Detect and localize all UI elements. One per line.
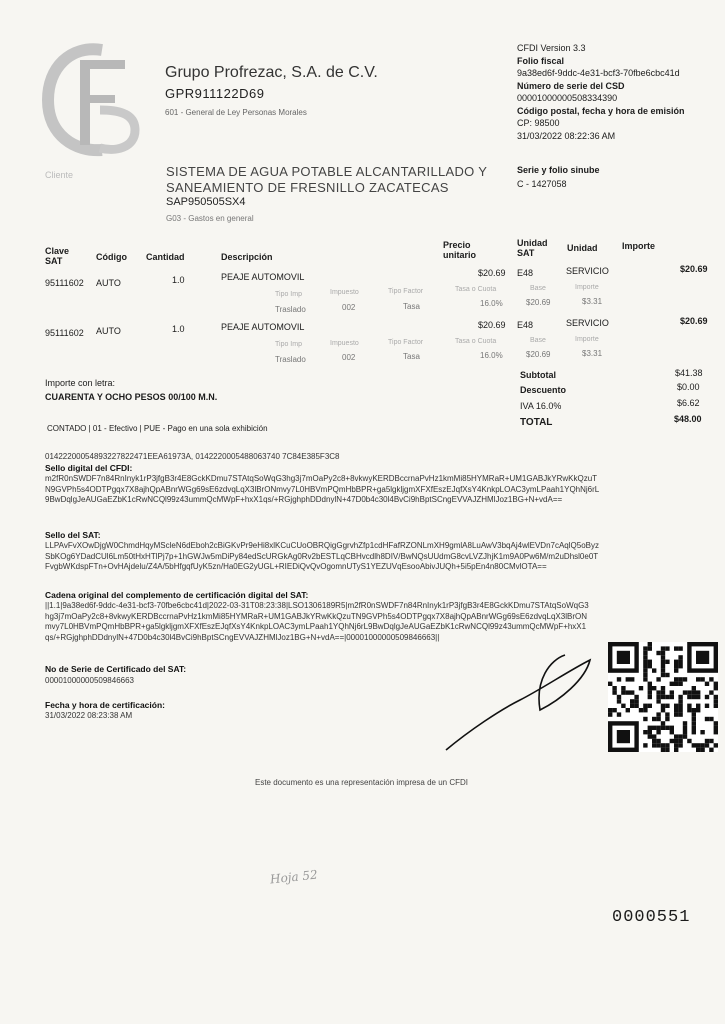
- row2-tax-h-tasa: Tasa o Cuota: [455, 338, 497, 345]
- iva-label: IVA 16.0%: [520, 401, 562, 411]
- cert-value: 00001000000509846663: [45, 676, 134, 685]
- row2-tax-impuesto: 002: [342, 353, 356, 362]
- row2-clave: 95111602: [45, 328, 84, 338]
- payment-info: CONTADO | 01 - Efectivo | PUE - Pago en una sola exhibición: [47, 424, 268, 433]
- row2-tax-h-impuesto: Impuesto: [330, 340, 359, 347]
- row1-tax-importe: $3.31: [582, 297, 603, 306]
- row1-tax-h-factor: Tipo Factor: [388, 288, 424, 295]
- client-rfc: SAP950505SX4: [166, 196, 246, 208]
- iva-value: $6.62: [677, 398, 700, 408]
- row2-tax-tipo: Traslado: [275, 355, 306, 364]
- cadena-original: ||1.1|9a38ed6f-9ddc-4e31-bcf3-70fbe6cbc41d|2022-03-31T08:23:38|LSO1306189R5|m2fR0nSWDF7n84RnInyk1rP3jfgB3r4E8GckKDmu7STAtqSoWqG3hg3j7mOaPy2c8+8vkwyKERDBccrnaPvHz1kmMi85HYMRaR+UM1GABJkYRwKkQzuTN9GVPh5s4ODTPgqx7X8ajhQpABnrWGg69sE6zdvqLqX3lBrONmvy7L0HBVmPQmHbBPR+ga5lgkljgmXFXfEszEJqfXsY4KnkpLOAC3ymLPaah1YQhNj6rL9BwDqlgJeAUGaEZbK1cRwNCQl99z43ummQcMWpF+hxX1qs/+RGjghphDDdnylN+47D0b4c30l4BvCi9hBptSCngEVVAJZHMlJoz1BG+N+vdA==|00001000000509846663||: [45, 601, 589, 642]
- row1-codigo: AUTO: [96, 278, 121, 288]
- footer-note: Este documento es una representación impresa de un CFDI: [255, 778, 469, 787]
- serie-folio-value: C - 1427058: [517, 179, 567, 189]
- client-label: Cliente: [45, 170, 74, 180]
- fecha-emision: 31/03/2022 08:22:36 AM: [517, 130, 616, 141]
- company-rfc: GPR911122D69: [165, 86, 265, 101]
- row2-precio: $20.69: [478, 320, 506, 330]
- sello-cfdi: m2fR0nSWDF7n84RnInyk1rP3jfgB3r4E8GckKDmu7STAtqSoWqG3hg3j7mOaPy2c8+8vkwyKERDBccrnaPvHz1kmMi85HYMRaR+UM1GABJkYRwKkQzuTN9GVPh5s4ODTPgqx7X8ajhQpABnrWGg69sE6zdvqLqX3lBrONmvy7L0HBVmPQmHbBPR+ga5lgkljgmXFXfEszEJqfXsY4KnkpLOAC3ymLPaah1YQhNj6rL9BwDqlgJeAUGaEZbK1cRwNCQl99z43ummQcMWpF+hxX1qs/+RGjghphDDdnylN+47D0b4c30l4BvCi9hBptSCngEVVAJZHMlJoz1BG+N+vdA==: [45, 474, 600, 504]
- cfdi-version: CFDI Version 3.3: [517, 43, 586, 53]
- serie-csd-label: Número de serie del CSD: [517, 80, 625, 91]
- row2-descripcion: PEAJE AUTOMOVIL: [221, 322, 305, 332]
- col-precio: Precio unitario: [443, 240, 476, 260]
- cp-label: Código postal, fecha y hora de emisión: [517, 105, 685, 116]
- company-logo: [40, 40, 150, 160]
- folio-fiscal-label: Folio fiscal: [517, 55, 565, 66]
- descuento-label: Descuento: [520, 385, 567, 395]
- cert-label: No de Serie de Certificado del SAT:: [45, 664, 187, 674]
- uuid-line: 01422200054893227822471EEA61973A, 0142220005488063740 7C84E385F3C8: [45, 452, 340, 461]
- qr-code: [608, 642, 718, 752]
- row2-codigo: AUTO: [96, 326, 121, 336]
- total-label: TOTAL: [520, 417, 553, 428]
- row2-tax-tasa: 16.0%: [480, 351, 503, 360]
- row1-tax-h-tasa: Tasa o Cuota: [455, 286, 497, 293]
- importe-letra: CUARENTA Y OCHO PESOS 00/100 M.N.: [45, 392, 218, 402]
- row2-tax-h-importe: Importe: [575, 336, 599, 343]
- row1-tax-base: $20.69: [526, 298, 551, 307]
- company-regimen: 601 - General de Ley Personas Morales: [165, 108, 307, 117]
- sello-sat: LLPAvFvXOwDjgW0ChmdHqyMScleN6dEboh2cBiGKvPr9eHi8xlKCuCUoOBRQigGgrvhZfp1cdHFafRZONLmXH9gmlA8LuAwV3bqAj4wlEVDn7cAqlQ5oByzSbKOg6YDadCUl6Lm50tHxHTlPj7p+1hGWJw5mDiPy84edScURGkAg0Rv2bESTLqCBHvcdlh8DIV/BwNQsUUdmG8cvLVZJhjK1m9A0Pw6M/m2uDhsl0e0TFvgbWKdspFTn+OvHAjdelu/Z4A/5bHfgqfUyK5zn/Ha0EG2yUGL+RIEDiQvQvOgomnUTyS1YEZUVqEsooAbivJUQh+5i5pEn4n80CMvlOTA==: [45, 541, 599, 571]
- row1-tax-h-tipo: Tipo Imp: [275, 291, 302, 298]
- col-codigo: Código: [96, 252, 127, 262]
- row1-descripcion: PEAJE AUTOMOVIL: [221, 272, 305, 282]
- cfdi-info: [517, 42, 722, 142]
- row1-cantidad: 1.0: [172, 275, 185, 285]
- sello-cfdi-label: Sello digital del CFDI:: [45, 463, 133, 473]
- row1-tax-tipo: Traslado: [275, 305, 306, 314]
- row1-clave: 95111602: [45, 278, 84, 288]
- col-unidad: Unidad: [567, 243, 598, 253]
- serie-folio-label: Serie y folio sinube: [517, 165, 600, 175]
- row2-tax-h-tipo: Tipo Imp: [275, 341, 302, 348]
- row2-tax-importe: $3.31: [582, 349, 603, 358]
- folio-fiscal: 9a38ed6f-9ddc-4e31-bcf3-70fbe6cbc41d: [517, 68, 680, 78]
- importe-letra-label: Importe con letra:: [45, 378, 116, 388]
- row1-importe: $20.69: [680, 264, 708, 274]
- total-value: $48.00: [674, 414, 702, 424]
- row2-tax-base: $20.69: [526, 350, 551, 359]
- row2-importe: $20.69: [680, 316, 708, 326]
- folio-stamp: 0000551: [612, 908, 691, 927]
- row1-tax-tasa: 16.0%: [480, 299, 503, 308]
- row1-tax-impuesto: 002: [342, 303, 356, 312]
- subtotal-value: $41.38: [675, 368, 703, 378]
- row2-unidad-sat: E48: [517, 320, 534, 330]
- row2-unidad: SERVICIO: [566, 318, 609, 328]
- row1-tax-h-importe: Importe: [575, 284, 599, 291]
- row1-unidad: SERVICIO: [566, 266, 609, 276]
- client-name: SISTEMA DE AGUA POTABLE ALCANTARILLADO Y SANEAMIENTO DE FRESNILLO ZACATECAS: [166, 164, 487, 195]
- client-uso: G03 - Gastos en general: [166, 214, 254, 223]
- serie-folio: [517, 163, 600, 191]
- handwritten-note: Hoja 52: [269, 867, 319, 887]
- row1-tax-h-base: Base: [530, 285, 546, 292]
- row1-tax-factor: Tasa: [403, 302, 420, 311]
- col-descripcion: Descripción: [221, 252, 273, 262]
- row1-tax-h-impuesto: Impuesto: [330, 289, 359, 296]
- subtotal-label: Subtotal: [520, 370, 556, 380]
- fecha-cert-label: Fecha y hora de certificación:: [45, 700, 165, 710]
- col-cantidad: Cantidad: [146, 252, 185, 262]
- fecha-cert-value: 31/03/2022 08:23:38 AM: [45, 711, 133, 720]
- row1-unidad-sat: E48: [517, 268, 534, 278]
- row2-cantidad: 1.0: [172, 324, 185, 334]
- company-name: Grupo Profrezac, S.A. de C.V.: [165, 64, 378, 81]
- signature-scribble: [440, 640, 600, 760]
- row2-tax-factor: Tasa: [403, 352, 420, 361]
- col-unidad-sat: Unidad SAT: [517, 238, 548, 258]
- sello-sat-label: Sello del SAT:: [45, 530, 101, 540]
- descuento-value: $0.00: [677, 382, 700, 392]
- row1-precio: $20.69: [478, 268, 506, 278]
- serie-csd: 00001000000508334390: [517, 93, 618, 103]
- row2-tax-h-factor: Tipo Factor: [388, 339, 424, 346]
- col-clave: Clave SAT: [45, 246, 70, 266]
- col-importe: Importe: [622, 241, 656, 251]
- cadena-label: Cadena original del complemento de certificación digital del SAT:: [45, 590, 309, 600]
- cp-value: CP: 98500: [517, 118, 560, 128]
- row2-tax-h-base: Base: [530, 337, 546, 344]
